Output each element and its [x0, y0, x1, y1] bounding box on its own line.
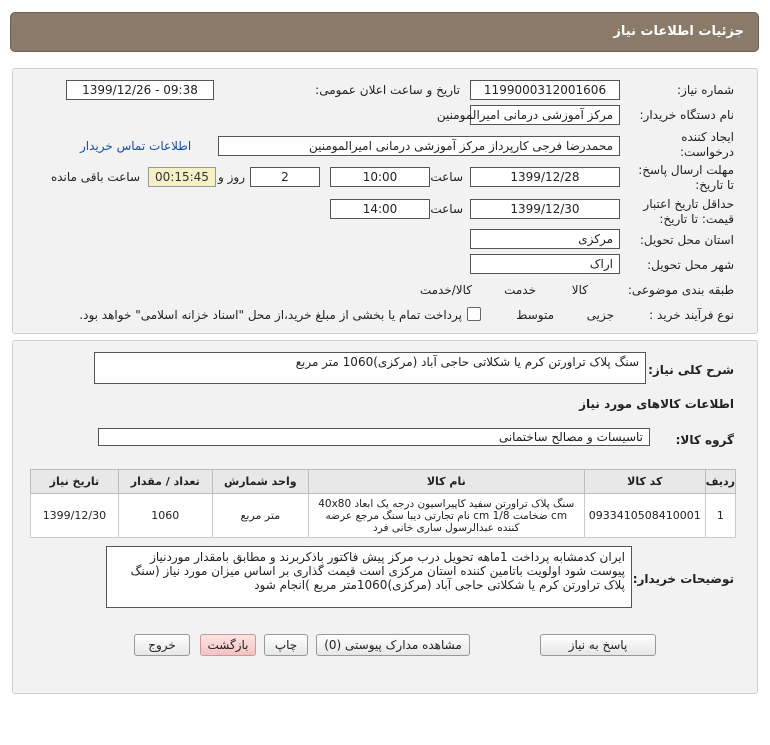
category-service-label: خدمت [504, 283, 536, 297]
category-goods-label: کالا [571, 283, 588, 297]
summary-label: شرح کلی نیاز: [648, 363, 734, 377]
remaining-time-field: 00:15:45 [148, 167, 216, 187]
exit-button[interactable]: خروج [134, 634, 190, 656]
validity-time-label: ساعت [430, 202, 463, 216]
creator-field: محمدرضا فرجی کارپرداز مرکز آموزشی درمانی امیرالمومنین [218, 136, 620, 156]
process-medium-label: متوسط [516, 308, 554, 322]
col-unit: واحد شمارش [212, 470, 308, 494]
process-minor-label: جزیی [586, 308, 614, 322]
deadline-time-label: ساعت [430, 170, 463, 184]
buyer-field: مرکز آموزشی درمانی امیرالمومنین [470, 105, 620, 125]
cell-qty: 1060 [118, 494, 212, 538]
province-label: استان محل تحویل: [639, 233, 734, 247]
reply-button[interactable]: پاسخ به نیاز [540, 634, 656, 656]
cell-index: 1 [705, 494, 735, 538]
col-qty: تعداد / مقدار [118, 470, 212, 494]
creator-label-1: ایجاد کننده [681, 130, 734, 144]
table-row [31, 494, 736, 538]
process-label: نوع فرآیند خرید : [649, 308, 734, 322]
table-header-row [31, 470, 736, 494]
buyer-label: نام دستگاه خریدار: [639, 108, 734, 122]
col-name: نام کالا [308, 470, 584, 494]
col-code: کد کالا [584, 470, 705, 494]
items-table [30, 469, 736, 538]
page-header [10, 12, 759, 52]
summary-text: سنگ پلاک تراورتن کرم یا شکلاتی حاجی آباد (مرکزی)1060 متر مربع [295, 355, 639, 369]
back-button[interactable]: بازگشت [200, 634, 256, 656]
announce-field: 1399/12/26 - 09:38 [66, 80, 214, 100]
attachments-button[interactable]: مشاهده مدارک پیوستی (0) [316, 634, 470, 656]
need-number-label: شماره نیاز: [677, 83, 734, 97]
col-index: ردیف [705, 470, 735, 494]
deadline-time-field: 10:00 [330, 167, 430, 187]
validity-label-1: حداقل تاریخ اعتبار [643, 197, 734, 211]
remaining-label: ساعت باقی مانده [50, 170, 140, 184]
cell-code: 0933410508410001 [584, 494, 705, 538]
print-button[interactable]: چاپ [264, 634, 308, 656]
deadline-label-2: تا تاریخ: [695, 178, 734, 192]
col-date: تاریخ نیاز [31, 470, 119, 494]
buyer-notes-field [106, 546, 632, 608]
deadline-label-1: مهلت ارسال پاسخ: [638, 163, 734, 177]
buyer-notes-label: توضیحات خریدار: [632, 572, 734, 586]
cell-name: سنگ پلاک تراورتن سفید کاپیراسیون درجه یک ابعاد 40x80 cm ضخامت 1/8 cm نام تجارتی دیبا سنگ مرجع عرضه کننده عبدالرسول ساری خانی فرد [308, 494, 584, 538]
city-label: شهر محل تحویل: [647, 258, 734, 272]
payment-treasury-label: پرداخت تمام یا بخشی از مبلغ خرید،از محل "اسناد خزانه اسلامی" خواهد بود. [79, 308, 462, 322]
validity-label-2: قیمت: تا تاریخ: [659, 212, 734, 226]
cell-unit: متر مربع [212, 494, 308, 538]
announce-label: تاریخ و ساعت اعلان عمومی: [315, 83, 460, 97]
need-number-field: 1199000312001606 [470, 80, 620, 100]
cell-date: 1399/12/30 [31, 494, 119, 538]
goods-group-field: تاسیسات و مصالح ساختمانی [98, 428, 650, 446]
days-field: 2 [250, 167, 320, 187]
category-label: طبقه بندی موضوعی: [627, 283, 734, 297]
items-table-wrap [30, 469, 736, 538]
page-title: جزئیات اطلاعات نیاز [613, 24, 744, 39]
category-goods-service-label: کالا/خدمت [419, 283, 472, 297]
summary-field [94, 352, 646, 384]
payment-treasury-checkbox[interactable] [467, 307, 481, 321]
deadline-date-field: 1399/12/28 [470, 167, 620, 187]
goods-section-title: اطلاعات کالاهای مورد نیاز [579, 397, 734, 411]
city-field: اراک [470, 254, 620, 274]
validity-time-field: 14:00 [330, 199, 430, 219]
days-label: روز و [218, 170, 245, 184]
buyer-notes-text: ایران کدمشابه پرداخت 1ماهه تحویل درب مرکز پیش فاکتور باذکربرند و مطابق بامقدار موردنیاز پیوست شود اولویت باتامین کننده استان مرکزی است قیمت گذاری بر اساس میزان مورد نیاز (سنگ پلاک تراورتن کرم یا شکلاتی حاجی آباد (مرکزی)1060متر مربع )انجام شود [130, 550, 625, 592]
validity-date-field: 1399/12/30 [470, 199, 620, 219]
province-field: مرکزی [470, 229, 620, 249]
goods-group-label: گروه کالا: [675, 433, 734, 447]
creator-label-2: درخواست: [680, 145, 734, 159]
contact-info-link[interactable]: اطلاعات تماس خریدار [80, 139, 192, 153]
